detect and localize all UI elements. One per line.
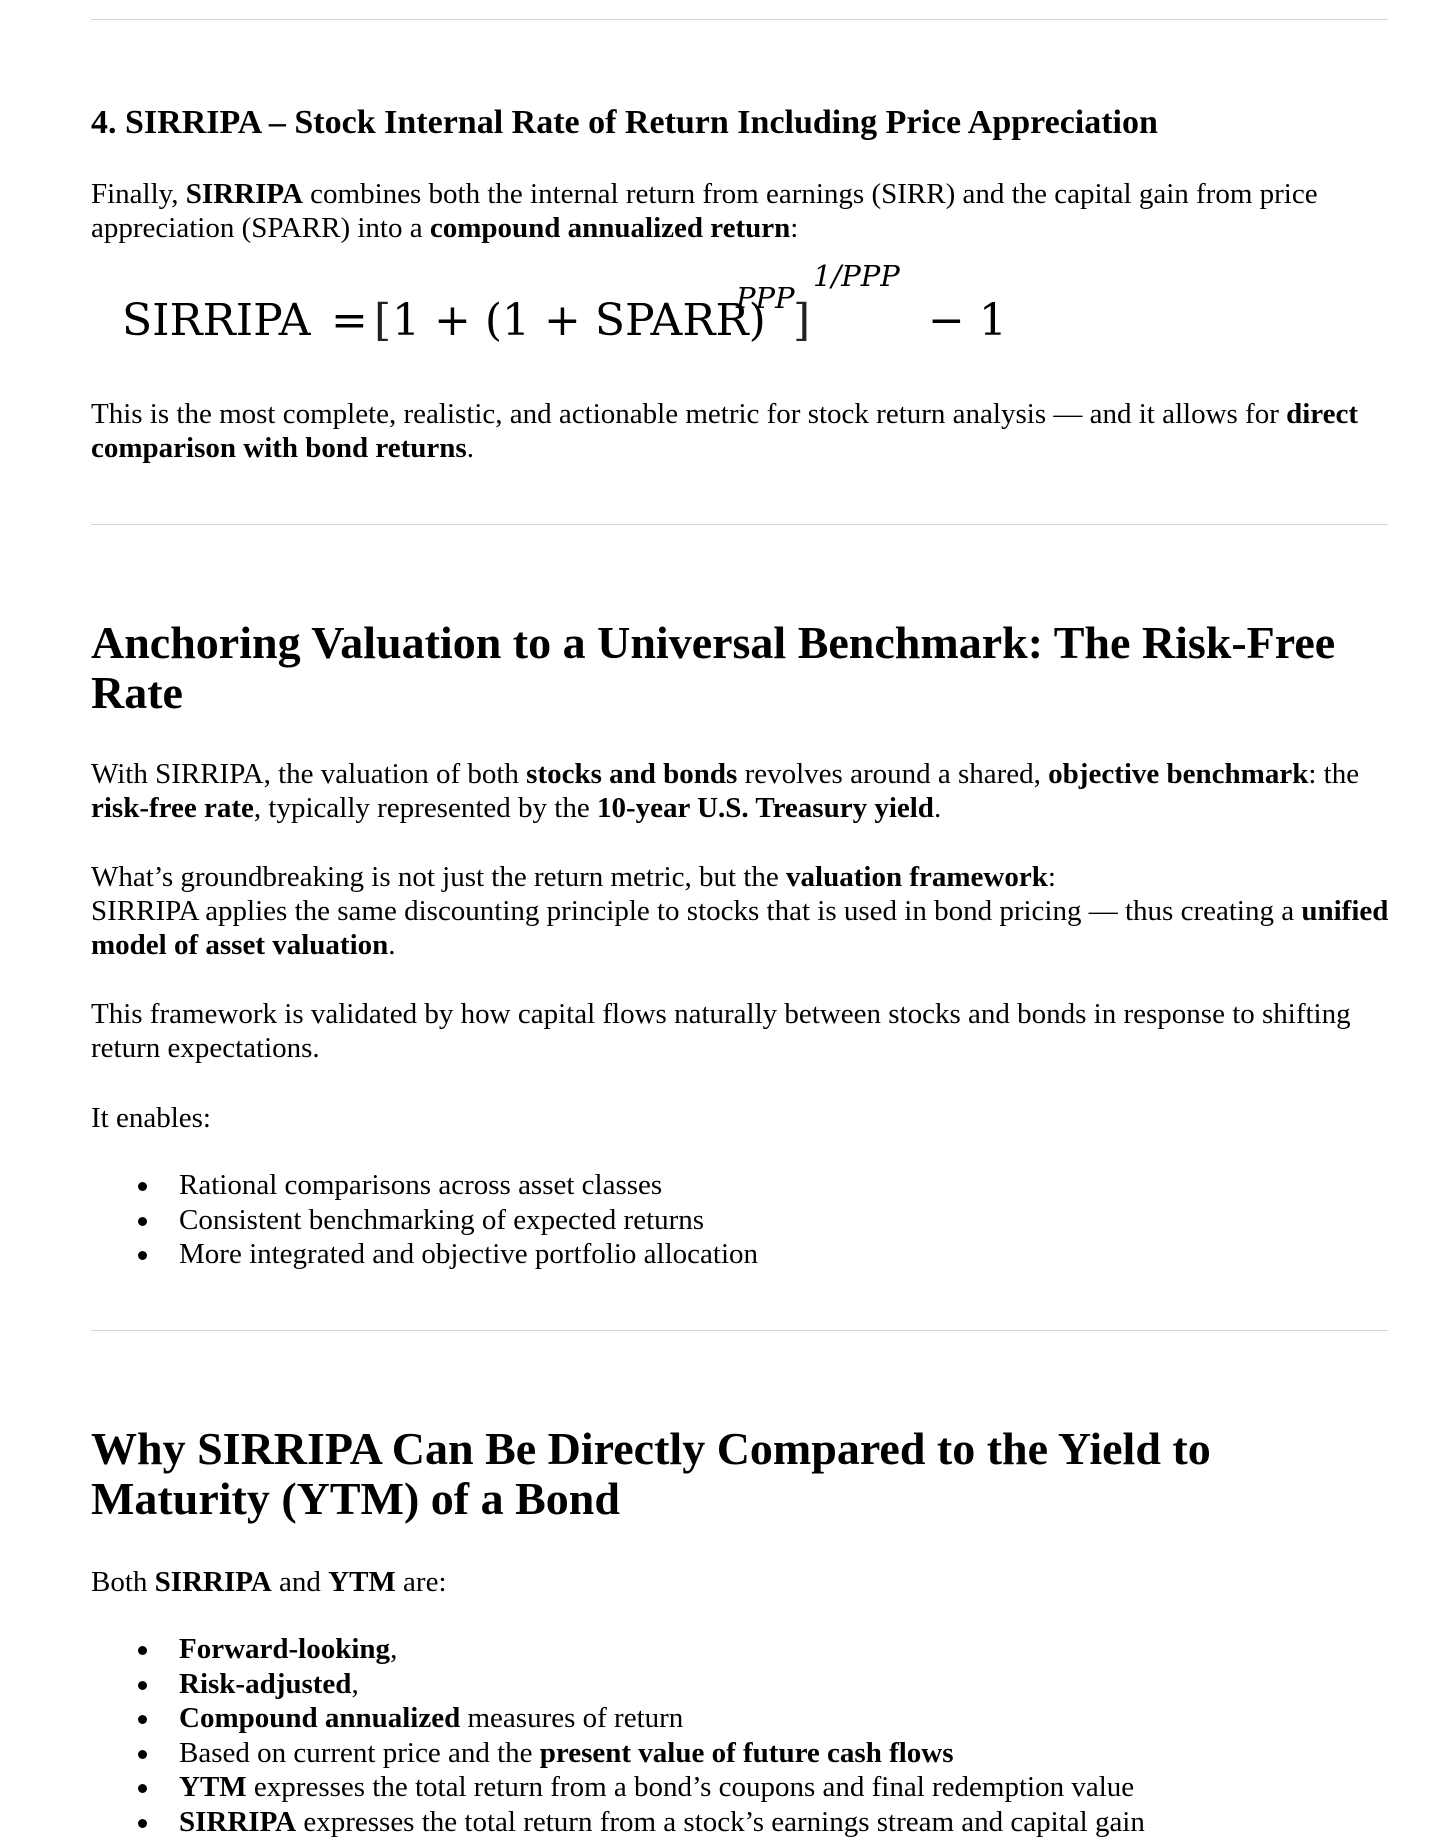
bullet-dot-icon	[138, 1750, 147, 1759]
formula-close-bracket: ]	[793, 295, 811, 346]
bullet-dot-icon	[138, 1251, 147, 1260]
list-item: Risk-adjusted,	[91, 1667, 1391, 1702]
list-item: SIRRIPA expresses the total return from a stock’s earnings stream and capital gain	[91, 1805, 1391, 1840]
sirripa-term: SIRRIPA	[185, 178, 303, 210]
list-item: YTM expresses the total return from a bond’s coupons and final redemption value	[91, 1770, 1391, 1805]
list-item: Compound annualized measures of return	[91, 1701, 1391, 1736]
anchoring-bullet-list	[91, 1168, 1391, 1272]
section4-closing: This is the most complete, realistic, and actionable metric for stock return analysis — and it allows for direct comparison with bond returns.	[91, 398, 1359, 464]
bullet-dot-icon	[138, 1217, 147, 1226]
bullet-dot-icon	[138, 1715, 147, 1724]
bullet-dot-icon	[138, 1182, 147, 1191]
anchoring-heading: Anchoring Valuation to a Universal Benchmark: The Risk-Free Rate	[91, 617, 1336, 718]
bond-comparison-term: direct comparison with bond returns	[91, 398, 1359, 464]
list-item: Based on current price and the present value of future cash flows	[91, 1736, 1391, 1771]
why-heading: Why SIRRIPA Can Be Directly Compared to the Yield to Maturity (YTM) of a Bond	[91, 1423, 1211, 1524]
formula-equals: =	[331, 295, 368, 346]
section4-heading: 4. SIRRIPA – Stock Internal Rate of Return Including Price Appreciation	[91, 104, 1158, 141]
list-item: More integrated and objective portfolio allocation	[91, 1237, 1391, 1272]
list-item: Forward-looking,	[91, 1632, 1391, 1667]
bullet-dot-icon	[138, 1819, 147, 1828]
divider-1	[91, 524, 1388, 525]
formula-tail: − 1	[928, 295, 1007, 346]
anchoring-p1: With SIRRIPA, the valuation of both stocks and bonds revolves around a shared, objective benchmark: the risk-free rate, typically represented by the 10-year U.S. Treasury yield.	[91, 758, 1360, 824]
formula-outer-exponent: 1/PPP	[813, 259, 900, 293]
anchoring-p4: It enables:	[91, 1102, 211, 1134]
divider-2	[91, 1330, 1388, 1331]
why-intro: Both SIRRIPA and YTM are:	[91, 1566, 447, 1598]
list-item: Rational comparisons across asset classes	[91, 1168, 1391, 1203]
bullet-dot-icon	[138, 1784, 147, 1793]
anchoring-p3: This framework is validated by how capital flows naturally between stocks and bonds in response to shifting return expectations.	[91, 998, 1351, 1064]
sirripa-formula	[122, 255, 1122, 355]
bullet-dot-icon	[138, 1646, 147, 1655]
formula-inner: 1 + (1 + SPARR)	[392, 295, 766, 346]
formula-lhs: SIRRIPA	[122, 295, 311, 346]
section4-intro: Finally, SIRRIPA combines both the internal return from earnings (SIRR) and the capital gain from price appreciation (SPARR) into a compound annualized return:	[91, 178, 1318, 244]
bullet-dot-icon	[138, 1681, 147, 1690]
formula-inner-exponent: PPP	[736, 281, 795, 315]
anchoring-p2: What’s groundbreaking is not just the return metric, but the valuation framework: SIRRIPA applies the same discounting principle to stocks that is used in bond pricing — thus creating a unified model of asset valuation.	[91, 861, 1389, 961]
formula-open-bracket: [	[374, 295, 392, 346]
compound-annualized-term: compound annualized return	[429, 212, 791, 244]
why-bullet-list	[91, 1632, 1391, 1839]
list-item: Consistent benchmarking of expected returns	[91, 1203, 1391, 1238]
divider-top	[91, 19, 1388, 20]
